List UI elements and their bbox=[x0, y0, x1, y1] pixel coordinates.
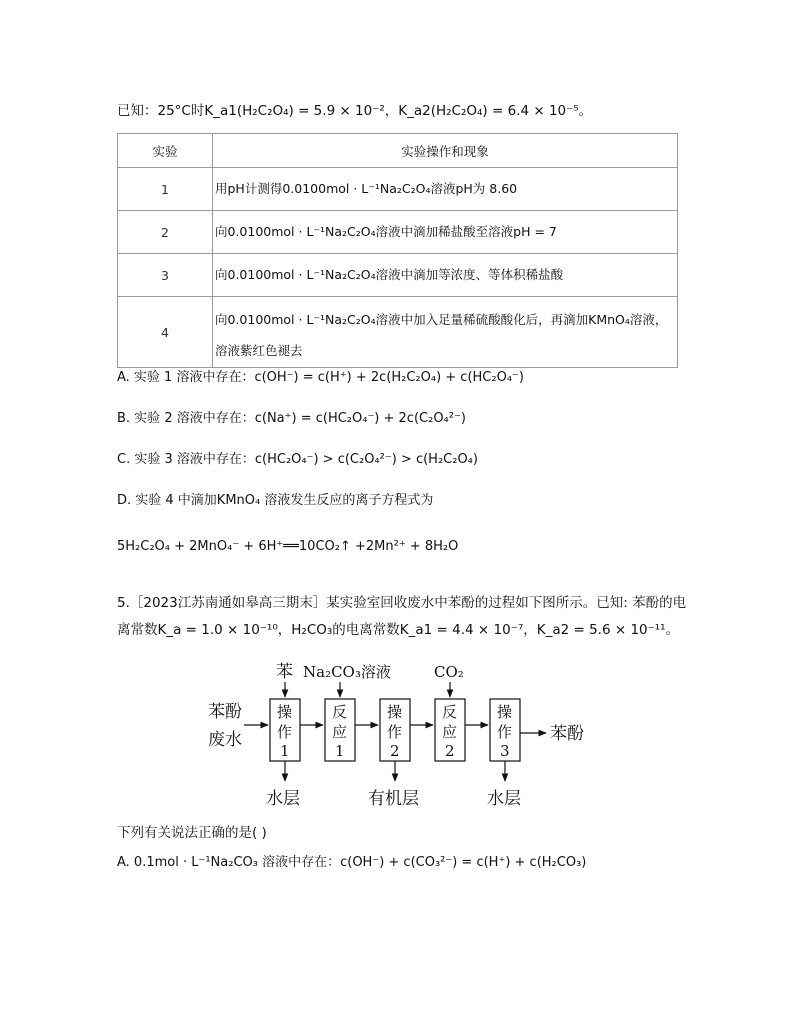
box4-char2: 应 bbox=[442, 723, 458, 741]
option-a: A. 实验 1 溶液中存在：c(OH⁻) = c(H⁺) + 2c(H₂C₂O₄) + c(HC₂O₄⁻) bbox=[117, 370, 524, 385]
box2-char1: 反 bbox=[332, 703, 348, 721]
box5-char1: 操 bbox=[497, 703, 513, 721]
box3-char2: 作 bbox=[387, 723, 403, 741]
row-text: 向0.0100mol · L⁻¹Na₂C₂O₄溶液中滴加等浓度、等体积稀盐酸 bbox=[213, 254, 678, 297]
output-label-phenol: 苯酚 bbox=[550, 724, 584, 744]
table-row bbox=[118, 254, 678, 297]
experiment-table bbox=[117, 133, 678, 368]
table-header-row bbox=[118, 134, 678, 168]
question5-prompt: 下列有关说法正确的是( ) bbox=[117, 825, 267, 841]
option-c: C. 实验 3 溶液中存在：c(HC₂O₄⁻) > c(C₂O₄²⁻) > c(H₂C₂O₄) bbox=[117, 452, 478, 467]
option-d: D. 实验 4 中滴加KMnO₄ 溶液发生反应的离子方程式为 bbox=[117, 493, 434, 508]
header-procedure: 实验操作和现象 bbox=[213, 134, 678, 168]
top-label-co2: CO₂ bbox=[434, 663, 464, 681]
box1-char2: 作 bbox=[277, 723, 293, 741]
box3-char1: 操 bbox=[387, 703, 403, 721]
phenol-recovery-flowchart bbox=[0, 655, 794, 815]
row-number: 2 bbox=[118, 211, 213, 254]
bottom-label-water-layer-2: 水层 bbox=[487, 789, 521, 809]
input-label-wastewater: 废水 bbox=[208, 730, 242, 750]
top-label-sodium-carbonate: Na₂CO₃溶液 bbox=[303, 663, 391, 681]
row-text-line1: 向0.0100mol · L⁻¹Na₂C₂O₄溶液中加入足量稀硫酸酸化后，再滴加KMnO₄溶液， bbox=[215, 312, 668, 327]
table-row bbox=[118, 211, 678, 254]
bottom-label-organic-layer: 有机层 bbox=[368, 789, 419, 809]
row-text: 用pH计测得0.0100mol · L⁻¹Na₂C₂O₄溶液pH为 8.60 bbox=[213, 168, 678, 211]
row-number: 4 bbox=[118, 297, 213, 368]
row-text: 向0.0100mol · L⁻¹Na₂C₂O₄溶液中滴加稀盐酸至溶液pH = 7 bbox=[213, 211, 678, 254]
row-text-line2: 溶液紫红色褪去 bbox=[215, 343, 303, 358]
known-constants: 已知：25°C时K_a1(H₂C₂O₄) = 5.9 × 10⁻²，K_a2(H₂C₂O₄) = 6.4 × 10⁻⁵。 bbox=[117, 103, 593, 119]
row-number: 1 bbox=[118, 168, 213, 211]
table-row bbox=[118, 297, 678, 368]
table-row bbox=[118, 168, 678, 211]
input-label-phenol: 苯酚 bbox=[208, 702, 242, 722]
box2-char2: 应 bbox=[332, 723, 348, 741]
box4-char1: 反 bbox=[442, 703, 458, 721]
option-b: B. 实验 2 溶液中存在：c(Na⁺) = c(HC₂O₄⁻) + 2c(C₂O₄²⁻) bbox=[117, 411, 466, 426]
top-label-benzene: 苯 bbox=[276, 662, 293, 682]
row-number: 3 bbox=[118, 254, 213, 297]
box2-char3: 1 bbox=[335, 742, 345, 760]
ionic-equation: 5H₂C₂O₄ + 2MnO₄⁻ + 6H⁺══10CO₂↑ +2Mn²⁺ + 8H₂O bbox=[117, 539, 459, 554]
box4-char3: 2 bbox=[445, 742, 455, 760]
row-text bbox=[213, 297, 678, 368]
question5-line2: 离常数K_a = 1.0 × 10⁻¹⁰，H₂CO₃的电离常数K_a1 = 4.4 × 10⁻⁷，K_a2 = 5.6 × 10⁻¹¹。 bbox=[117, 622, 680, 638]
option-5a: A. 0.1mol · L⁻¹Na₂CO₃ 溶液中存在：c(OH⁻) + c(CO₃²⁻) = c(H⁺) + c(H₂CO₃) bbox=[117, 855, 587, 870]
box1-char3: 1 bbox=[280, 742, 290, 760]
header-experiment: 实验 bbox=[118, 134, 213, 168]
box3-char3: 2 bbox=[390, 742, 400, 760]
question5-line1: 5.［2023江苏南通如皋高三期末］某实验室回收废水中苯酚的过程如下图所示。已知: 苯酚的电 bbox=[117, 595, 687, 611]
box1-char1: 操 bbox=[277, 703, 293, 721]
box5-char3: 3 bbox=[500, 742, 510, 760]
bottom-label-water-layer-1: 水层 bbox=[266, 789, 300, 809]
box5-char2: 作 bbox=[497, 723, 513, 741]
